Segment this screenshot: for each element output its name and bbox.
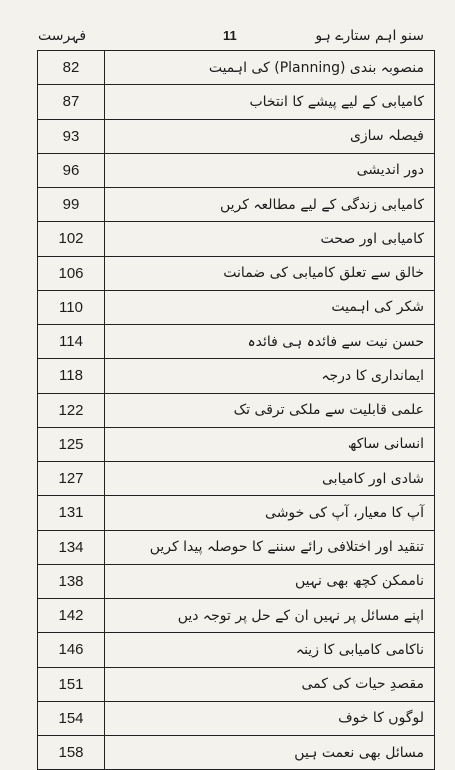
table-row xyxy=(38,85,435,119)
toc-page-number: 118 xyxy=(38,359,105,393)
toc-entry-title: ایمانداری کا درجہ xyxy=(105,359,435,393)
toc-page-number: 134 xyxy=(38,530,105,564)
toc-page-number: 125 xyxy=(38,427,105,461)
toc-page-number: 106 xyxy=(38,256,105,290)
toc-entry-title: فیصلہ سازی xyxy=(105,119,435,153)
table-row xyxy=(38,290,435,324)
toc-page-number: 138 xyxy=(38,564,105,598)
table-row xyxy=(38,359,435,393)
toc-entry-title: آپ کا معیار، آپ کی خوشی xyxy=(105,496,435,530)
toc-entry-title: اپنے مسائل پر نہیں ان کے حل پر توجہ دیں xyxy=(105,599,435,633)
table-row xyxy=(38,51,435,85)
toc-entry-title: تنقید اور اختلافی رائے سننے کا حوصلہ پیدا کریں xyxy=(105,530,435,564)
table-row xyxy=(38,325,435,359)
toc-page-number: 93 xyxy=(38,119,105,153)
table-row xyxy=(38,393,435,427)
toc-entry-title: منصوبہ بندی (Planning) کی اہمیت xyxy=(105,51,435,85)
toc-entry-title: شادی اور کامیابی xyxy=(105,462,435,496)
toc-entry-title: ناکامی کامیابی کا زینہ xyxy=(105,633,435,667)
toc-entry-title: انسانی ساکھ xyxy=(105,427,435,461)
toc-entry-title: مقصدِ حیات کی کمی xyxy=(105,667,435,701)
toc-entry-title: مسائل بھی نعمت ہیں xyxy=(105,736,435,770)
table-row xyxy=(38,188,435,222)
page-number: 11 xyxy=(223,28,237,43)
toc-entry-title: کامیابی زندگی کے لیے مطالعہ کریں xyxy=(105,188,435,222)
toc-page-number: 146 xyxy=(38,633,105,667)
toc-entry-title: کامیابی اور صحت xyxy=(105,222,435,256)
toc-page-number: 131 xyxy=(38,496,105,530)
toc-page-number: 102 xyxy=(38,222,105,256)
toc-page-number: 127 xyxy=(38,462,105,496)
toc-page-number: 122 xyxy=(38,393,105,427)
toc-page-number: 158 xyxy=(38,736,105,770)
toc-entry-title: لوگوں کا خوف xyxy=(105,701,435,735)
toc-entry-title: خالق سے تعلق کامیابی کی ضمانت xyxy=(105,256,435,290)
table-row xyxy=(38,119,435,153)
toc-page-number: 154 xyxy=(38,701,105,735)
toc-page-number: 82 xyxy=(38,51,105,85)
toc-entry-title: شکر کی اہمیت xyxy=(105,290,435,324)
table-row xyxy=(38,530,435,564)
table-row xyxy=(38,462,435,496)
table-row xyxy=(38,427,435,461)
table-row xyxy=(38,701,435,735)
table-row xyxy=(38,496,435,530)
table-of-contents xyxy=(37,50,435,770)
toc-page-number: 142 xyxy=(38,599,105,633)
toc-entry-title: کامیابی کے لیے پیشے کا انتخاب xyxy=(105,85,435,119)
table-row xyxy=(38,153,435,187)
table-row xyxy=(38,736,435,770)
book-title: سنو اہم ستارے ہو xyxy=(315,28,424,44)
toc-page-number: 110 xyxy=(38,290,105,324)
page-header xyxy=(36,26,436,50)
toc-entry-title: ناممکن کچھ بھی نہیں xyxy=(105,564,435,598)
toc-entry-title: علمی قابلیت سے ملکی ترقی تک xyxy=(105,393,435,427)
table-row xyxy=(38,256,435,290)
table-row xyxy=(38,564,435,598)
table-row xyxy=(38,667,435,701)
toc-page-number: 114 xyxy=(38,325,105,359)
toc-entry-title: دور اندیشی xyxy=(105,153,435,187)
table-row xyxy=(38,599,435,633)
toc-page-number: 96 xyxy=(38,153,105,187)
toc-page-number: 151 xyxy=(38,667,105,701)
toc-page-number: 99 xyxy=(38,188,105,222)
table-row xyxy=(38,222,435,256)
section-title: فہرست xyxy=(38,28,87,44)
toc-page-number: 87 xyxy=(38,85,105,119)
table-row xyxy=(38,633,435,667)
toc-entry-title: حسن نیت سے فائدہ ہی فائدہ xyxy=(105,325,435,359)
